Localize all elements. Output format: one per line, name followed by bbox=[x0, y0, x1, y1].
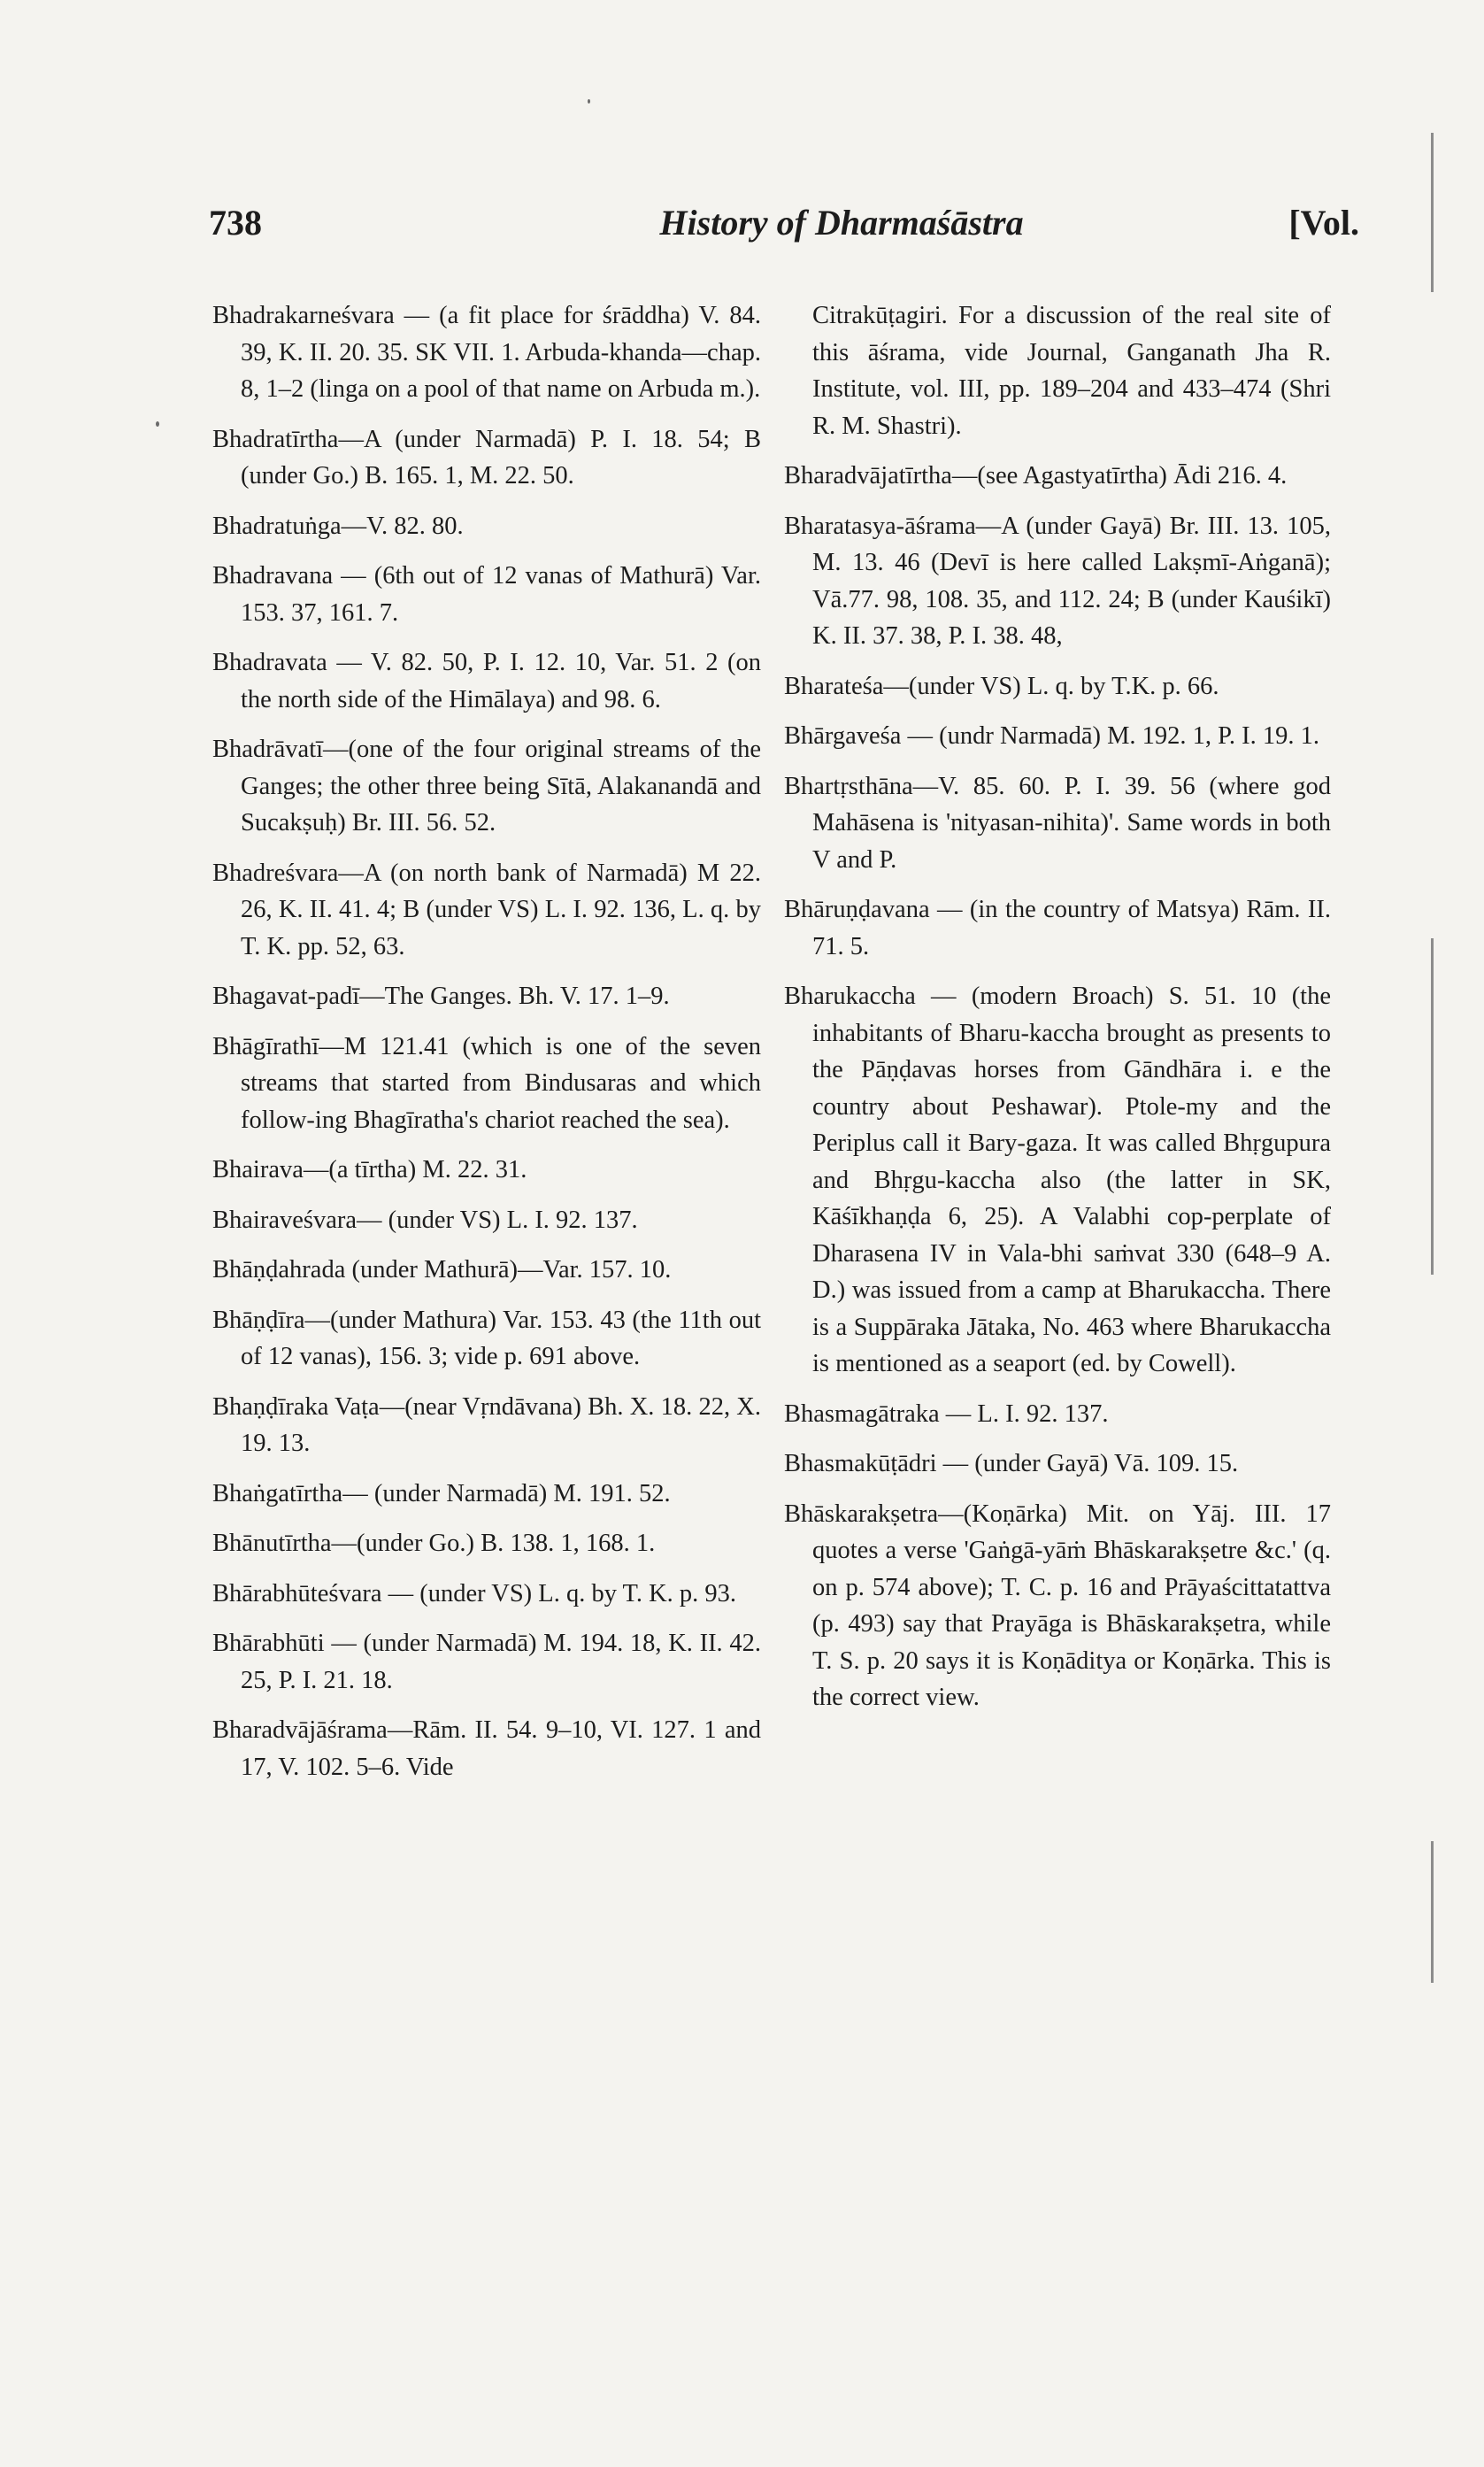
scan-speck bbox=[156, 421, 159, 427]
entry-bhairavesvara: Bhairaveśvara— (under VS) L. I. 92. 137. bbox=[212, 1206, 638, 1234]
entry-bhasmakutadri: Bhasmakūṭādri — (under Gayā) Vā. 109. 15. bbox=[784, 1450, 1239, 1477]
entry-bharundavana: Bhāruṇḍavana — (in the country of Matsya) Rām. II. 71. 5. bbox=[784, 896, 1331, 960]
entry-bhadravati: Bhadrāvatī—(one of the four original streams of the Ganges; the other three being Sītā, Alakanandā and Sucakṣuḥ) Br. III. 56. 52. bbox=[212, 736, 761, 836]
entry-bharadvajatirtha: Bharadvājatīrtha—(see Agastyatīrtha) Ādi 216. 4. bbox=[784, 462, 1288, 490]
entry-continuation: Citrakūṭagiri. For a discussion of the real site of this āśrama, vide Journal, Ganganath Jha R. Institute, vol. III, pp. 189–204 and 433–474 (Shri R. M. Shastri). bbox=[812, 302, 1331, 440]
entry-bharatasya-asrama: Bharatasya-āśrama—A (under Gayā) Br. III. 13. 105, M. 13. 46 (Devī is here called Lakṣmī-Aṅganā); Vā.77. 98, 108. 35, and 112. 24; B (under Kauśikī) K. II. 37. 38, P. I. 38. 48, bbox=[784, 512, 1331, 650]
entry-bhandiraka-vata: Bhaṇḍīraka Vaṭa—(near Vṛndāvana) Bh. X. 18. 22, X. 19. 13. bbox=[212, 1392, 761, 1457]
entry-bhanutirtha: Bhānutīrtha—(under Go.) B. 138. 1, 168. 1. bbox=[212, 1530, 656, 1557]
page-number: 738 bbox=[209, 203, 262, 243]
entry-bharadvajasrama: Bharadvājāśrama—Rām. II. 54. 9–10, VI. 127. 1 and 17, V. 102. 5–6. Vide bbox=[212, 1716, 761, 1781]
entry-bharatesa: Bharateśa—(under VS) L. q. by T.K. p. 66. bbox=[784, 672, 1219, 700]
entry-bhasmagatraka: Bhasmagātraka — L. I. 92. 137. bbox=[784, 1399, 1109, 1428]
entry-bhartrsthana: Bhartṛsthāna—V. 85. 60. P. I. 39. 56 (where god Mahāsena is 'nityasan-nihita)'. Same words in both V and P. bbox=[784, 772, 1331, 874]
entry-bhadratunga: Bhadratuṅga—V. 82. 80. bbox=[212, 512, 464, 540]
left-column bbox=[212, 297, 761, 1799]
entry-bhargavesa: Bhārgaveśa — (undr Narmadā) M. 192. 1, P. I. 19. 1. bbox=[784, 722, 1319, 750]
entry-bharabhutesvara: Bhārabhūteśvara — (under VS) L. q. by T. K. p. 93. bbox=[212, 1579, 737, 1607]
entry-bhangatirtha: Bhaṅgatīrtha— (under Narmadā) M. 191. 52. bbox=[212, 1479, 671, 1507]
scan-edge-mark bbox=[1431, 133, 1434, 292]
volume-label: [Vol. bbox=[1288, 203, 1359, 243]
scan-edge-mark bbox=[1431, 938, 1434, 1275]
entry-bhagavat-padi: Bhagavat-padī—The Ganges. Bh. V. 17. 1–9. bbox=[212, 983, 670, 1010]
entry-bhadratirtha: Bhadratīrtha—A (under Narmadā) P. I. 18. 54; B (under Go.) B. 165. 1, M. 22. 50. bbox=[212, 425, 761, 490]
page-header bbox=[209, 202, 1359, 255]
entry-bhandira: Bhāṇḍīra—(under Mathura) Var. 153. 43 (the 11th out of 12 vanas), 156. 3; vide p. 691 above. bbox=[212, 1306, 761, 1370]
entry-bhaskaraksetra: Bhāskarakṣetra—(Koṇārka) Mit. on Yāj. III. 17 quotes a verse 'Gaṅgā-yāṁ Bhāskarakṣetre &c.' (q. on p. 574 above); T. C. p. 16 and Prāyaścittatattva (p. 493) say that Prayāga is Bhāskarakṣetra, while T. S. p. 20 says it is Koṇāditya or Koṇārka. This is the correct view. bbox=[784, 1499, 1331, 1711]
scan-speck bbox=[588, 99, 590, 104]
entry-bharukaccha: Bharukaccha — (modern Broach) S. 51. 10 (the inhabitants of Bharu-kaccha brought as presents to the Pāṇḍavas horses from Gāndhāra i. e the country about Peshawar). Ptole-my and the Periplus call it Bary-gaza. It was called Bhṛgupura and Bhṛgu-kaccha also (the latter in SK, Kāśīkhaṇḍa 6, 25). A Valabhi cop-perplate of Dharasena IV in Vala-bhi saṁvat 330 (648–9 A. D.) was issued from a camp at Bharukaccha. There is a Suppāraka Jātaka, No. 463 where Bharukaccha is mentioned as a seaport (ed. by Cowell). bbox=[784, 983, 1331, 1377]
entry-bhairava: Bhairava—(a tīrtha) M. 22. 31. bbox=[212, 1156, 527, 1183]
entry-bhadrakarnesvara: Bhadrakarneśvara — (a fit place for śrāddha) V. 84. 39, K. II. 20. 35. SK VII. 1. Arbuda-khanda—chap. 8, 1–2 (linga on a pool of that name on Arbuda m.). bbox=[212, 302, 761, 403]
running-title: History of Dharmaśāstra bbox=[659, 203, 1024, 243]
right-column bbox=[784, 297, 1331, 1730]
entry-bhandahrada: Bhāṇḍahrada (under Mathurā)—Var. 157. 10. bbox=[212, 1256, 672, 1284]
scan-edge-mark bbox=[1431, 1841, 1434, 1983]
entry-bhagirathi: Bhāgīrathī—M 121.41 (which is one of the seven streams that started from Bindusaras and which follow-ing Bhagīratha's chariot reached the sea). bbox=[212, 1032, 761, 1134]
entry-bharabhuti: Bhārabhūti — (under Narmadā) M. 194. 18, K. II. 42. 25, P. I. 21. 18. bbox=[212, 1630, 761, 1694]
entry-bhadravana: Bhadravana — (6th out of 12 vanas of Mathurā) Var. 153. 37, 161. 7. bbox=[212, 562, 761, 627]
entry-bhadravata: Bhadravata — V. 82. 50, P. I. 12. 10, Var. 51. 2 (on the north side of the Himālaya) and 98. 6. bbox=[212, 649, 761, 713]
entry-bhadresvara: Bhadreśvara—A (on north bank of Narmadā) M 22. 26, K. II. 41. 4; B (under VS) L. I. 92. 136, L. q. by T. K. pp. 52, 63. bbox=[212, 859, 761, 960]
